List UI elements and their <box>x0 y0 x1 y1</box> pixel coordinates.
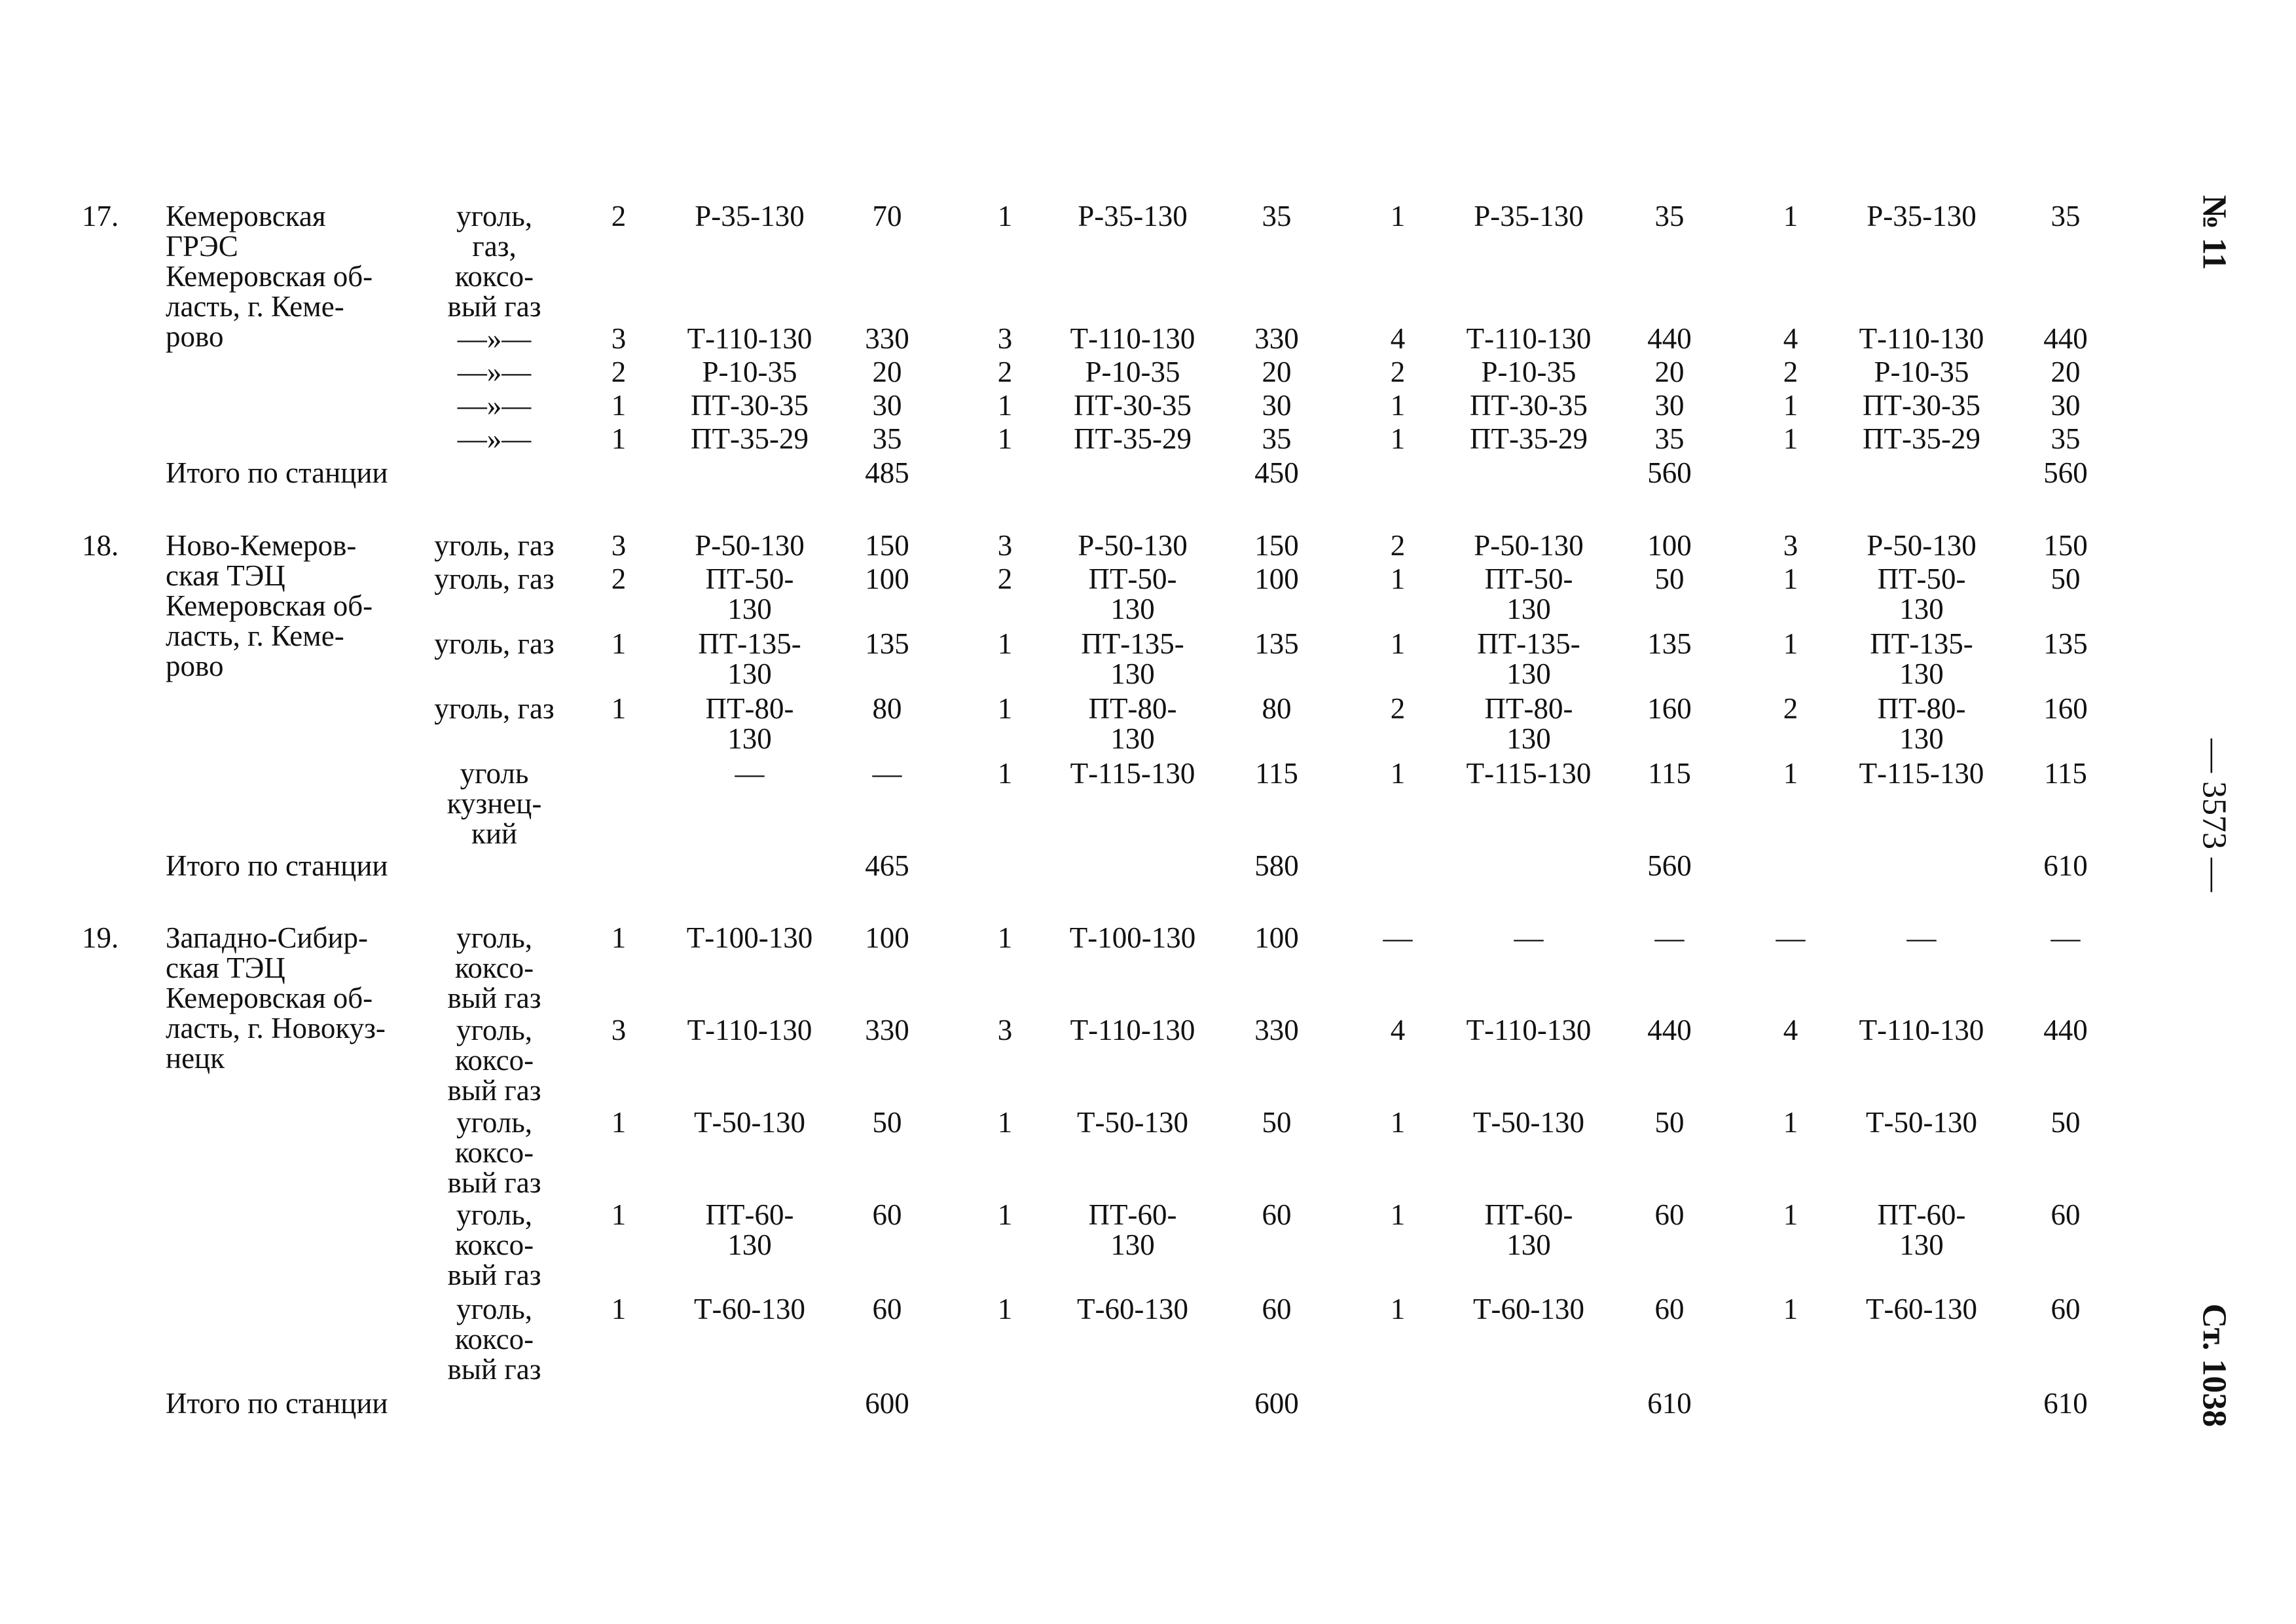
quantity-cell: 1 <box>997 692 1013 725</box>
quantity-cell: 1 <box>1783 422 1798 455</box>
power-cell: 135 <box>2043 627 2088 660</box>
power-cell: 30 <box>1654 389 1685 422</box>
power-cell: 80 <box>872 692 902 725</box>
turbine-type-cell: Р-50-130 <box>1474 529 1584 562</box>
quantity-cell: 1 <box>997 422 1013 455</box>
quantity-cell: 1 <box>611 389 627 422</box>
power-cell: 35 <box>2050 422 2081 455</box>
total-power-cell: 450 <box>1254 456 1299 489</box>
total-power-cell: 560 <box>1647 849 1692 882</box>
power-cell: 160 <box>2043 692 2088 725</box>
power-cell: 20 <box>1262 356 1292 388</box>
turbine-type-cell: ПТ-35-29 <box>691 422 809 455</box>
power-cell: 50 <box>872 1106 902 1139</box>
turbine-type-cell: Т-100-130 <box>686 921 813 954</box>
power-cell: 60 <box>2050 1198 2081 1231</box>
quantity-cell: 3 <box>611 322 627 355</box>
total-power-cell: 485 <box>865 456 909 489</box>
power-cell: 60 <box>1654 1198 1685 1231</box>
quantity-cell: 3 <box>997 1014 1013 1046</box>
quantity-cell: 4 <box>1783 1014 1798 1046</box>
total-power-cell: 610 <box>2043 849 2088 882</box>
total-power-cell: 600 <box>865 1387 909 1420</box>
power-cell: 115 <box>1648 757 1691 790</box>
quantity-cell: 1 <box>1390 757 1406 790</box>
turbine-type-cell: ПТ-135- 130 <box>698 627 801 690</box>
quantity-cell: 1 <box>997 1293 1013 1325</box>
fuel-cell: —»— <box>457 389 532 422</box>
power-cell: 35 <box>2050 200 2081 232</box>
power-cell: 160 <box>1647 692 1692 725</box>
power-cell: 330 <box>865 322 909 355</box>
turbine-type-cell: Т-60-130 <box>694 1293 805 1325</box>
total-power-cell: 600 <box>1254 1387 1299 1420</box>
turbine-type-cell: ПТ-50- 130 <box>705 563 794 625</box>
power-cell: 35 <box>1262 422 1292 455</box>
power-cell: 35 <box>1262 200 1292 232</box>
quantity-cell: 1 <box>611 1106 627 1139</box>
power-cell: 50 <box>1654 1106 1685 1139</box>
quantity-cell: 2 <box>611 563 627 595</box>
quantity-cell: 1 <box>1390 200 1406 232</box>
power-cell: 50 <box>1654 563 1685 595</box>
power-cell: 330 <box>865 1014 909 1046</box>
quantity-cell: 2 <box>611 200 627 232</box>
power-cell: 50 <box>1262 1106 1292 1139</box>
turbine-type-cell: Т-60-130 <box>1077 1293 1188 1325</box>
turbine-type-cell: Р-50-130 <box>695 529 805 562</box>
turbine-type-cell: ПТ-80- 130 <box>1877 692 1966 755</box>
power-cell: 70 <box>872 200 902 232</box>
total-label: Итого по станции <box>166 1387 388 1420</box>
quantity-cell: 3 <box>997 529 1013 562</box>
turbine-type-cell: Т-110-130 <box>687 1014 812 1046</box>
quantity-cell: 1 <box>611 921 627 954</box>
power-cell: 100 <box>865 563 909 595</box>
turbine-type-cell: Р-35-130 <box>1078 200 1188 232</box>
fuel-cell: уголь, коксо- вый газ <box>447 1293 541 1386</box>
power-cell: 150 <box>865 529 909 562</box>
power-cell: 30 <box>1262 389 1292 422</box>
quantity-cell: 3 <box>1783 529 1798 562</box>
fuel-cell: уголь, коксо- вый газ <box>447 1198 541 1291</box>
power-cell: 30 <box>872 389 902 422</box>
total-power-cell: 610 <box>2043 1387 2088 1420</box>
quantity-cell: 2 <box>1390 356 1406 388</box>
turbine-type-cell: ПТ-30-35 <box>1074 389 1192 422</box>
quantity-cell: 2 <box>997 356 1013 388</box>
turbine-type-cell: Т-60-130 <box>1473 1293 1584 1325</box>
station-name: Ново-Кемеров- ская ТЭЦ Кемеровская об- ласть, г. Кеме- рово <box>166 529 373 682</box>
turbine-type-cell: ПТ-30-35 <box>691 389 809 422</box>
power-cell: 35 <box>1654 422 1685 455</box>
turbine-type-cell: ПТ-80- 130 <box>705 692 794 755</box>
power-cell: 60 <box>1654 1293 1685 1325</box>
power-cell: 60 <box>1262 1198 1292 1231</box>
turbine-type-cell: Р-50-130 <box>1078 529 1188 562</box>
turbine-type-cell: ПТ-80- 130 <box>1088 692 1177 755</box>
turbine-type-cell: ПТ-50- 130 <box>1877 563 1966 625</box>
power-cell: 100 <box>1647 529 1692 562</box>
turbine-type-cell: Т-115-130 <box>1070 757 1195 790</box>
turbine-type-cell: Т-100-130 <box>1069 921 1196 954</box>
fuel-cell: уголь, газ <box>434 529 555 562</box>
power-cell: 150 <box>2043 529 2088 562</box>
quantity-cell: 1 <box>1390 1198 1406 1231</box>
quantity-cell: 1 <box>997 1106 1013 1139</box>
quantity-cell: 1 <box>611 422 627 455</box>
power-cell: 330 <box>1254 322 1299 355</box>
power-cell: 100 <box>865 921 909 954</box>
power-cell: 440 <box>2043 1014 2088 1046</box>
quantity-cell: 2 <box>1783 692 1798 725</box>
turbine-type-cell: ПТ-60- 130 <box>1484 1198 1573 1261</box>
turbine-type-cell: Р-35-130 <box>695 200 805 232</box>
turbine-type-cell: Р-10-35 <box>702 356 797 388</box>
total-power-cell: 610 <box>1647 1387 1692 1420</box>
turbine-type-cell: Т-50-130 <box>1866 1106 1977 1139</box>
total-power-cell: 580 <box>1254 849 1299 882</box>
fuel-cell: уголь, газ <box>434 627 555 660</box>
quantity-cell: 1 <box>1783 200 1798 232</box>
turbine-type-cell: Т-110-130 <box>1466 322 1592 355</box>
power-cell: 20 <box>872 356 902 388</box>
power-cell: 440 <box>2043 322 2088 355</box>
power-cell: 100 <box>1254 563 1299 595</box>
quantity-cell: 1 <box>997 389 1013 422</box>
quantity-cell: 3 <box>997 322 1013 355</box>
total-power-cell: 560 <box>1647 456 1692 489</box>
quantity-cell: 1 <box>1390 1293 1406 1325</box>
turbine-type-cell: Т-110-130 <box>1070 1014 1195 1046</box>
fuel-cell: —»— <box>457 422 532 455</box>
fuel-cell: —»— <box>457 322 532 355</box>
power-cell: 115 <box>1255 757 1298 790</box>
turbine-type-cell: ПТ-30-35 <box>1470 389 1588 422</box>
turbine-type-cell: Р-10-35 <box>1481 356 1576 388</box>
turbine-type-cell: ПТ-60- 130 <box>1088 1198 1177 1261</box>
turbine-type-cell: Р-50-130 <box>1867 529 1977 562</box>
turbine-type-cell: Т-50-130 <box>694 1106 805 1139</box>
quantity-cell: 3 <box>611 529 627 562</box>
quantity-cell: 3 <box>611 1014 627 1046</box>
power-cell: 135 <box>1647 627 1692 660</box>
turbine-type-cell: ПТ-135- 130 <box>1870 627 1973 690</box>
turbine-type-cell: ПТ-60- 130 <box>1877 1198 1966 1261</box>
power-cell: 440 <box>1647 1014 1692 1046</box>
power-cell: 100 <box>1254 921 1299 954</box>
turbine-type-cell: Т-110-130 <box>1859 322 1984 355</box>
total-label: Итого по станции <box>166 456 388 489</box>
quantity-cell: 1 <box>1783 1293 1798 1325</box>
quantity-cell: 1 <box>611 1293 627 1325</box>
turbine-type-cell: Т-50-130 <box>1077 1106 1188 1139</box>
power-cell: 60 <box>872 1293 902 1325</box>
power-cell: 440 <box>1647 322 1692 355</box>
turbine-type-cell: ПТ-35-29 <box>1074 422 1192 455</box>
turbine-type-cell: ПТ-35-29 <box>1470 422 1588 455</box>
station-number: 17. <box>82 200 119 232</box>
turbine-type-cell: ПТ-50- 130 <box>1484 563 1573 625</box>
quantity-cell: 1 <box>1783 1198 1798 1231</box>
quantity-cell: 2 <box>997 563 1013 595</box>
quantity-cell: 1 <box>997 757 1013 790</box>
fuel-cell: уголь кузнец- кий <box>446 757 542 850</box>
power-cell: 35 <box>1654 200 1685 232</box>
quantity-cell: 1 <box>1783 627 1798 660</box>
turbine-type-cell: Р-35-130 <box>1474 200 1584 232</box>
total-label: Итого по станции <box>166 849 388 882</box>
quantity-cell: 1 <box>1390 627 1406 660</box>
power-cell: 35 <box>872 422 902 455</box>
quantity-cell: 1 <box>1783 389 1798 422</box>
quantity-cell: 1 <box>1783 563 1798 595</box>
fuel-cell: уголь, коксо- вый газ <box>447 1106 541 1199</box>
quantity-cell: 1 <box>997 200 1013 232</box>
station-name: Кемеровская ГРЭС Кемеровская об- ласть, г. Кеме- рово <box>166 200 373 353</box>
turbine-type-cell: Т-115-130 <box>1466 757 1592 790</box>
turbine-type-cell: ПТ-135- 130 <box>1477 627 1580 690</box>
quantity-cell: 1 <box>611 1198 627 1231</box>
turbine-type-cell: Т-115-130 <box>1859 757 1984 790</box>
total-power-cell: 465 <box>865 849 909 882</box>
station-number: 19. <box>82 921 119 954</box>
power-cell: — <box>1654 921 1685 954</box>
turbine-type-cell: Т-110-130 <box>1070 322 1195 355</box>
power-cell: 20 <box>1654 356 1685 388</box>
issue-number: № 11 <box>2195 194 2233 270</box>
power-cell: 115 <box>2044 757 2087 790</box>
fuel-cell: уголь, газ, коксо- вый газ <box>447 200 541 323</box>
quantity-cell: 1 <box>1390 563 1406 595</box>
quantity-cell: 1 <box>997 921 1013 954</box>
fuel-cell: уголь, газ <box>434 563 555 595</box>
power-cell: 50 <box>2050 563 2081 595</box>
quantity-cell: 1 <box>1783 1106 1798 1139</box>
quantity-cell: 1 <box>1783 757 1798 790</box>
power-cell: — <box>2050 921 2081 954</box>
power-cell: 60 <box>872 1198 902 1231</box>
power-cell: 135 <box>865 627 909 660</box>
turbine-type-cell: ПТ-35-29 <box>1863 422 1980 455</box>
power-cell: 80 <box>1262 692 1292 725</box>
quantity-cell: 2 <box>1783 356 1798 388</box>
fuel-cell: уголь, коксо- вый газ <box>447 1014 541 1107</box>
quantity-cell: 1 <box>611 627 627 660</box>
power-cell: — <box>872 757 902 790</box>
quantity-cell: 4 <box>1390 1014 1406 1046</box>
power-cell: 20 <box>2050 356 2081 388</box>
quantity-cell: 4 <box>1390 322 1406 355</box>
turbine-type-cell: Р-10-35 <box>1085 356 1180 388</box>
turbine-type-cell: Т-50-130 <box>1473 1106 1584 1139</box>
quantity-cell: — <box>1383 921 1413 954</box>
station-name: Западно-Сибир- ская ТЭЦ Кемеровская об- ласть, г. Новокуз- нецк <box>166 921 386 1075</box>
turbine-type-cell: Т-60-130 <box>1866 1293 1977 1325</box>
fuel-cell: уголь, коксо- вый газ <box>447 921 541 1014</box>
turbine-type-cell: Т-110-130 <box>1859 1014 1984 1046</box>
turbine-type-cell: ПТ-30-35 <box>1863 389 1980 422</box>
quantity-cell: 1 <box>1390 389 1406 422</box>
fuel-cell: —»— <box>457 356 532 388</box>
power-cell: 150 <box>1254 529 1299 562</box>
quantity-cell: 4 <box>1783 322 1798 355</box>
station-number: 18. <box>82 529 119 562</box>
turbine-type-cell: ПТ-50- 130 <box>1088 563 1177 625</box>
quantity-cell: 1 <box>997 627 1013 660</box>
power-cell: 30 <box>2050 389 2081 422</box>
quantity-cell: 1 <box>1390 1106 1406 1139</box>
power-cell: 330 <box>1254 1014 1299 1046</box>
turbine-type-cell: — <box>1514 921 1544 954</box>
turbine-type-cell: — <box>735 757 765 790</box>
turbine-type-cell: ПТ-60- 130 <box>705 1198 794 1261</box>
quantity-cell: 2 <box>1390 692 1406 725</box>
power-cell: 60 <box>1262 1293 1292 1325</box>
article-number: Ст. 1038 <box>2195 1303 2233 1428</box>
quantity-cell: 2 <box>1390 529 1406 562</box>
power-cell: 135 <box>1254 627 1299 660</box>
turbine-type-cell: Т-110-130 <box>687 322 812 355</box>
turbine-type-cell: ПТ-80- 130 <box>1484 692 1573 755</box>
quantity-cell: 1 <box>1390 422 1406 455</box>
turbine-type-cell: — <box>1906 921 1937 954</box>
quantity-cell: 1 <box>997 1198 1013 1231</box>
quantity-cell: 1 <box>611 692 627 725</box>
quantity-cell: — <box>1776 921 1806 954</box>
fuel-cell: уголь, газ <box>434 692 555 725</box>
power-cell: 60 <box>2050 1293 2081 1325</box>
total-power-cell: 560 <box>2043 456 2088 489</box>
page-range: — 3573 — <box>2195 739 2233 892</box>
turbine-type-cell: ПТ-135- 130 <box>1081 627 1184 690</box>
turbine-type-cell: Р-10-35 <box>1874 356 1969 388</box>
turbine-type-cell: Т-110-130 <box>1466 1014 1592 1046</box>
power-cell: 50 <box>2050 1106 2081 1139</box>
turbine-type-cell: Р-35-130 <box>1867 200 1977 232</box>
quantity-cell: 2 <box>611 356 627 388</box>
